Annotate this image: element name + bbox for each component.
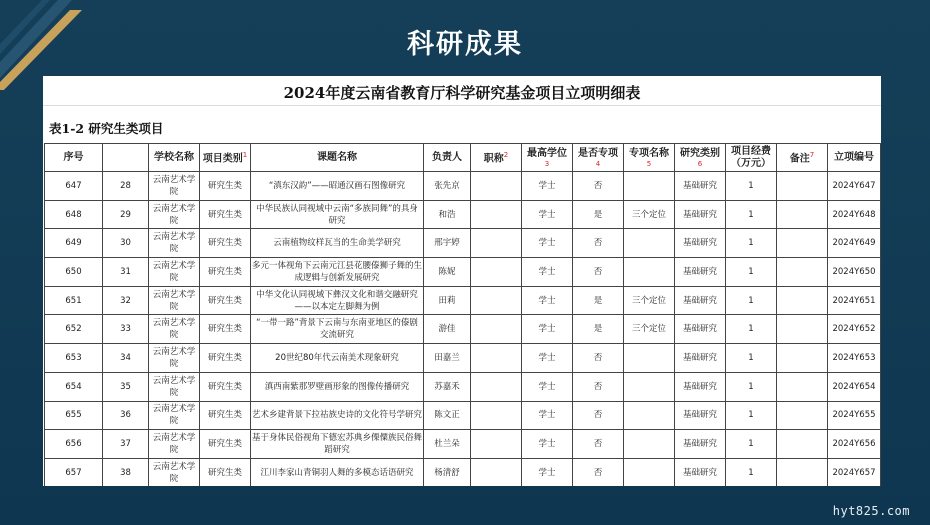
cell-remark	[777, 258, 828, 287]
table-row	[45, 229, 881, 258]
cell-index: 30	[103, 229, 149, 258]
header-remark-sup: 7	[809, 151, 815, 160]
cell-research-type: 基础研究	[675, 458, 726, 486]
table-row	[45, 372, 881, 401]
header-rank-sup: 2	[503, 151, 509, 160]
cell-category: 研究生类	[200, 315, 251, 344]
cell-rank	[471, 401, 522, 430]
cell-code: 2024Y648	[828, 200, 881, 229]
table-row	[45, 430, 881, 459]
cell-rank	[471, 315, 522, 344]
cell-school: 云南艺术学院	[149, 172, 200, 201]
cell-special-name: 三个定位	[624, 286, 675, 315]
cell-seq: 653	[45, 344, 103, 373]
cell-remark	[777, 200, 828, 229]
table-row	[45, 200, 881, 229]
cell-school: 云南艺术学院	[149, 200, 200, 229]
cell-research-type: 基础研究	[675, 372, 726, 401]
cell-rank	[471, 372, 522, 401]
cell-funding: 1	[726, 286, 777, 315]
cell-funding: 1	[726, 258, 777, 287]
watermark-text: hyt825.com	[832, 504, 910, 518]
cell-seq: 652	[45, 315, 103, 344]
cell-degree: 学士	[522, 344, 573, 373]
cell-leader: 杜兰朵	[424, 430, 471, 459]
cell-title: “滇东汉韵”——昭通汉画石图像研究	[251, 172, 424, 201]
cell-seq: 648	[45, 200, 103, 229]
cell-special-name	[624, 401, 675, 430]
cell-special: 是	[573, 315, 624, 344]
cell-school: 云南艺术学院	[149, 229, 200, 258]
cell-special: 否	[573, 430, 624, 459]
header-special	[573, 144, 624, 172]
cell-leader: 和浩	[424, 200, 471, 229]
cell-special-name	[624, 258, 675, 287]
header-school: 学校名称	[149, 144, 200, 172]
cell-rank	[471, 286, 522, 315]
cell-code: 2024Y649	[828, 229, 881, 258]
cell-seq: 650	[45, 258, 103, 287]
cell-research-type: 基础研究	[675, 401, 726, 430]
cell-school: 云南艺术学院	[149, 286, 200, 315]
cell-code: 2024Y651	[828, 286, 881, 315]
cell-rank	[471, 200, 522, 229]
header-funding: 项目经费（万元）	[726, 144, 777, 172]
cell-special-name	[624, 458, 675, 486]
cell-remark	[777, 430, 828, 459]
header-special-sup: 4	[595, 159, 601, 168]
cell-school: 云南艺术学院	[149, 315, 200, 344]
header-special-name-label: 专项名称	[629, 147, 669, 159]
cell-special: 否	[573, 229, 624, 258]
cell-seq: 657	[45, 458, 103, 486]
cell-rank	[471, 258, 522, 287]
cell-leader: 苏嘉禾	[424, 372, 471, 401]
header-degree-label: 最高学位	[527, 147, 567, 159]
cell-code: 2024Y653	[828, 344, 881, 373]
cell-school: 云南艺术学院	[149, 344, 200, 373]
cell-seq: 656	[45, 430, 103, 459]
cell-special: 否	[573, 401, 624, 430]
cell-index: 31	[103, 258, 149, 287]
header-rank	[471, 144, 522, 172]
document-panel	[43, 76, 881, 486]
cell-special: 否	[573, 344, 624, 373]
table-row	[45, 344, 881, 373]
cell-rank	[471, 458, 522, 486]
cell-title: “一带一路”背景下云南与东南亚地区的傣剧交流研究	[251, 315, 424, 344]
cell-school: 云南艺术学院	[149, 258, 200, 287]
cell-school: 云南艺术学院	[149, 430, 200, 459]
cell-leader: 张先京	[424, 172, 471, 201]
cell-remark	[777, 286, 828, 315]
header-special-label: 是否专项	[578, 147, 618, 159]
cell-code: 2024Y654	[828, 372, 881, 401]
cell-degree: 学士	[522, 315, 573, 344]
header-category-sup: 1	[242, 151, 248, 160]
cell-category: 研究生类	[200, 430, 251, 459]
header-remark-label: 备注	[789, 153, 810, 165]
cell-funding: 1	[726, 315, 777, 344]
cell-funding: 1	[726, 344, 777, 373]
cell-funding: 1	[726, 458, 777, 486]
cell-remark	[777, 172, 828, 201]
cell-category: 研究生类	[200, 458, 251, 486]
cell-category: 研究生类	[200, 172, 251, 201]
header-rank-label: 职称	[483, 153, 504, 165]
cell-funding: 1	[726, 430, 777, 459]
cell-school: 云南艺术学院	[149, 372, 200, 401]
cell-title: 多元一体视角下云南元江县花腰傣狮子舞的生成逻辑与创新发展研究	[251, 258, 424, 287]
cell-index: 29	[103, 200, 149, 229]
table-row	[45, 315, 881, 344]
cell-remark	[777, 229, 828, 258]
cell-degree: 学士	[522, 372, 573, 401]
cell-funding: 1	[726, 200, 777, 229]
cell-leader: 陈文正	[424, 401, 471, 430]
cell-title: 云南植物纹样瓦当的生命美学研究	[251, 229, 424, 258]
cell-special-name: 三个定位	[624, 315, 675, 344]
header-degree	[522, 144, 573, 172]
cell-school: 云南艺术学院	[149, 458, 200, 486]
cell-degree: 学士	[522, 430, 573, 459]
cell-category: 研究生类	[200, 401, 251, 430]
cell-special: 否	[573, 258, 624, 287]
cell-category: 研究生类	[200, 344, 251, 373]
cell-remark	[777, 344, 828, 373]
cell-seq: 651	[45, 286, 103, 315]
cell-special-name	[624, 229, 675, 258]
cell-seq: 649	[45, 229, 103, 258]
cell-remark	[777, 372, 828, 401]
cell-category: 研究生类	[200, 200, 251, 229]
cell-title: 江川李家山青铜羽人舞的多模态话语研究	[251, 458, 424, 486]
cell-degree: 学士	[522, 401, 573, 430]
table-body	[45, 172, 881, 487]
cell-remark	[777, 458, 828, 486]
cell-rank	[471, 229, 522, 258]
cell-leader: 田嘉兰	[424, 344, 471, 373]
cell-degree: 学士	[522, 172, 573, 201]
header-research-type-sup: 6	[697, 159, 703, 168]
header-special-name-sup: 5	[646, 159, 652, 168]
cell-index: 33	[103, 315, 149, 344]
cell-code: 2024Y656	[828, 430, 881, 459]
cell-research-type: 基础研究	[675, 200, 726, 229]
cell-code: 2024Y657	[828, 458, 881, 486]
cell-category: 研究生类	[200, 229, 251, 258]
header-remark	[777, 144, 828, 172]
cell-research-type: 基础研究	[675, 315, 726, 344]
table-row	[45, 286, 881, 315]
header-research-type-label: 研究类别	[680, 147, 720, 159]
header-special-name	[624, 144, 675, 172]
cell-rank	[471, 344, 522, 373]
cell-category: 研究生类	[200, 258, 251, 287]
cell-degree: 学士	[522, 286, 573, 315]
cell-degree: 学士	[522, 200, 573, 229]
table-row	[45, 258, 881, 287]
cell-special: 否	[573, 372, 624, 401]
table-row	[45, 458, 881, 486]
project-table	[44, 143, 881, 486]
cell-research-type: 基础研究	[675, 229, 726, 258]
header-research-type	[675, 144, 726, 172]
cell-research-type: 基础研究	[675, 344, 726, 373]
cell-special-name	[624, 372, 675, 401]
cell-degree: 学士	[522, 258, 573, 287]
cell-rank	[471, 172, 522, 201]
cell-rank	[471, 430, 522, 459]
cell-leader: 陈妮	[424, 258, 471, 287]
cell-funding: 1	[726, 401, 777, 430]
cell-funding: 1	[726, 372, 777, 401]
cell-research-type: 基础研究	[675, 286, 726, 315]
cell-code: 2024Y655	[828, 401, 881, 430]
cell-title: 中华民族认同视域中云南“多族同舞”的具身研究	[251, 200, 424, 229]
cell-seq: 655	[45, 401, 103, 430]
cell-research-type: 基础研究	[675, 430, 726, 459]
cell-research-type: 基础研究	[675, 172, 726, 201]
cell-index: 38	[103, 458, 149, 486]
cell-code: 2024Y647	[828, 172, 881, 201]
cell-special-name	[624, 344, 675, 373]
cell-seq: 647	[45, 172, 103, 201]
cell-index: 36	[103, 401, 149, 430]
cell-leader: 游佳	[424, 315, 471, 344]
cell-index: 28	[103, 172, 149, 201]
cell-title: 基于身体民俗视角下德宏苏典乡傈僳族民俗舞蹈研究	[251, 430, 424, 459]
cell-funding: 1	[726, 172, 777, 201]
cell-index: 37	[103, 430, 149, 459]
cell-special: 否	[573, 172, 624, 201]
table-subtitle: 表1-2 研究生类项目	[49, 121, 164, 136]
header-title: 课题名称	[251, 144, 424, 172]
header-category	[200, 144, 251, 172]
cell-special-name	[624, 430, 675, 459]
header-category-label: 项目类别	[202, 153, 243, 165]
cell-degree: 学士	[522, 458, 573, 486]
slide-title: 科研成果	[407, 29, 523, 60]
header-code: 立项编号	[828, 144, 881, 172]
cell-index: 35	[103, 372, 149, 401]
cell-category: 研究生类	[200, 372, 251, 401]
cell-leader: 田莉	[424, 286, 471, 315]
cell-index: 32	[103, 286, 149, 315]
cell-leader: 杨清舒	[424, 458, 471, 486]
cell-title: 中华文化认同视域下彝汉文化和谐交融研究——以本定左脚舞为例	[251, 286, 424, 315]
cell-title: 滇西南紫那罗壁画形象的图像传播研究	[251, 372, 424, 401]
cell-remark	[777, 315, 828, 344]
cell-category: 研究生类	[200, 286, 251, 315]
cell-remark	[777, 401, 828, 430]
header-seq: 序号	[45, 144, 103, 172]
document-title: 2024年度云南省教育厅科学研究基金项目立项明细表	[43, 76, 881, 106]
cell-special-name	[624, 172, 675, 201]
cell-degree: 学士	[522, 229, 573, 258]
cell-leader: 邢宇婷	[424, 229, 471, 258]
cell-special: 是	[573, 200, 624, 229]
cell-code: 2024Y650	[828, 258, 881, 287]
cell-special: 否	[573, 458, 624, 486]
table-row	[45, 172, 881, 201]
cell-code: 2024Y652	[828, 315, 881, 344]
cell-title: 20世纪80年代云南美术现象研究	[251, 344, 424, 373]
table-header-row	[45, 144, 881, 172]
cell-funding: 1	[726, 229, 777, 258]
cell-special-name: 三个定位	[624, 200, 675, 229]
cell-research-type: 基础研究	[675, 258, 726, 287]
table-row	[45, 401, 881, 430]
cell-school: 云南艺术学院	[149, 401, 200, 430]
header-blank	[103, 144, 149, 172]
header-degree-sup: 3	[544, 159, 550, 168]
cell-index: 34	[103, 344, 149, 373]
cell-special: 是	[573, 286, 624, 315]
cell-seq: 654	[45, 372, 103, 401]
cell-title: 艺术乡建背景下拉祜族史诗的文化符号学研究	[251, 401, 424, 430]
header-leader: 负责人	[424, 144, 471, 172]
